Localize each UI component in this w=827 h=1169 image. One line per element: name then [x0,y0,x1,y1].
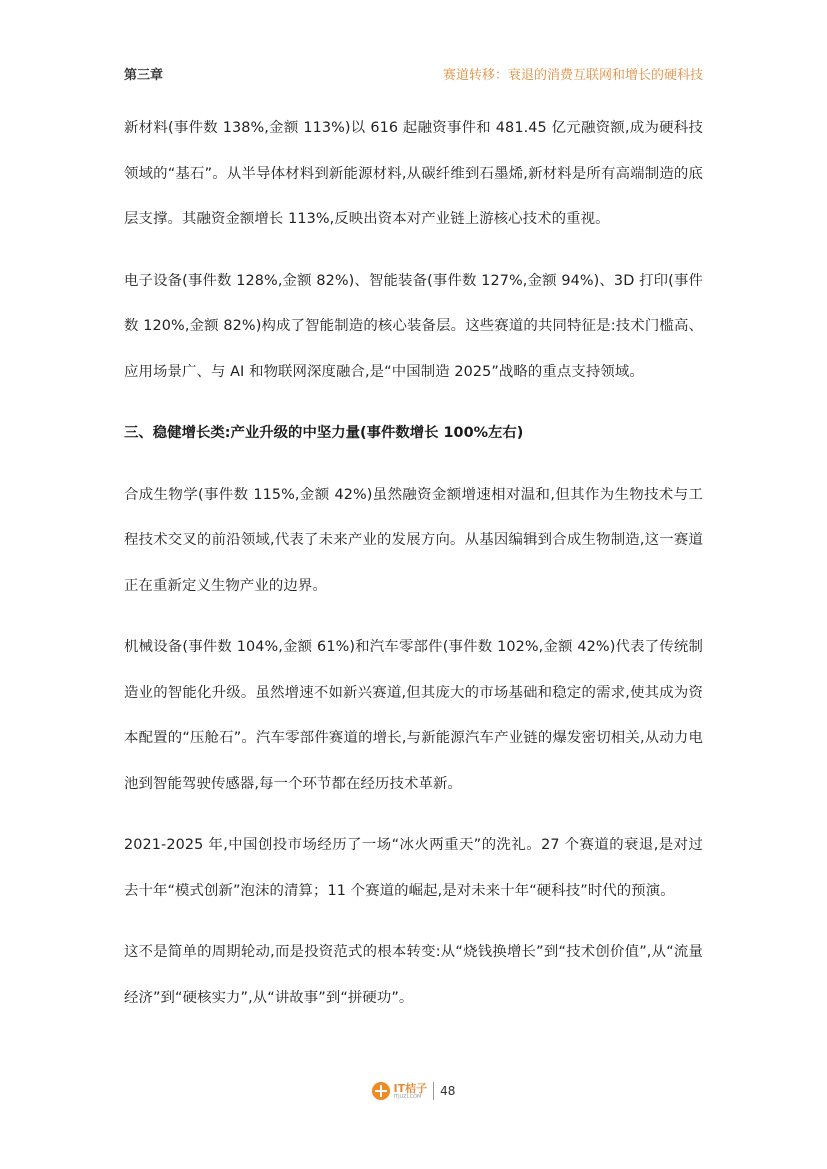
chapter-label: 第三章 [124,67,164,83]
paragraph-conclusion: 这不是简单的周期轮动,而是投资范式的根本转变:从“烧钱换增长”到“技术创价值”,从“流量经济”到“硬核实力”,从“讲故事”到“拼硬功”。 [124,944,703,1006]
page-footer [0,1082,827,1100]
logo-domain: ITJUZI.COM [393,1093,422,1100]
page-header [124,62,703,84]
itjuzi-logo [372,1082,428,1100]
section-title: 赛道转移：衰退的消费互联网和增长的硬科技 [442,67,703,83]
paragraph-electronics: 电子设备(事件数 128%,金额 82%)、智能装备(事件数 127%,金额 94%)、3D 打印(事件数 120%,金额 82%)构成了智能制造的核心装备层。这些赛道的共同特征是:技术门槛高、应用场景广、与 AI 和物联网深度融合,是“中国制造 2025”战略的重点支持领域。 [124,272,703,380]
page-content [124,106,703,1021]
paragraph-machinery: 机械设备(事件数 104%,金额 61%)和汽车零部件(事件数 102%,金额 42%)代表了传统制造业的智能化升级。虽然增速不如新兴赛道,但其庞大的市场基础和稳定的需求,使其成为资本配置的“压舱石”。汽车零部件赛道的增长,与新能源汽车产业链的爆发密切相关,从动力电池到智能驾驶传感器,每一个环节都在经历技术革新。 [124,639,703,792]
paragraph-new-materials: 新材料(事件数 138%,金额 113%)以 616 起融资事件和 481.45 亿元融资额,成为硬科技领域的“基石”。从半导体材料到新能源材料,从碳纤维到石墨烯,新材料是所有高端制造的底层支撑。其融资金额增长 113%,反映出资本对产业链上游核心技术的重视。 [124,120,703,227]
logo-name: IT桔子 [393,1081,428,1095]
footer-divider [433,1082,434,1100]
orange-logo-icon [372,1082,390,1100]
page-number: 48 [440,1084,456,1098]
paragraph-summary: 2021-2025 年,中国创投市场经历了一场“冰火两重天”的洗礼。27 个赛道的衰退,是对过去十年“模式创新”泡沫的清算；11 个赛道的崛起,是对未来十年“硬科技”时代的预演。 [124,837,703,899]
paragraph-synthetic-biology: 合成生物学(事件数 115%,金额 42%)虽然融资金额增速相对温和,但其作为生物技术与工程技术交叉的前沿领域,代表了未来产业的发展方向。从基因编辑到合成生物制造,这一赛道正在重新定义生物产业的边界。 [124,486,703,594]
section-subheading: 三、稳健增长类:产业升级的中坚力量(事件数增长 100%左右) [124,425,524,441]
